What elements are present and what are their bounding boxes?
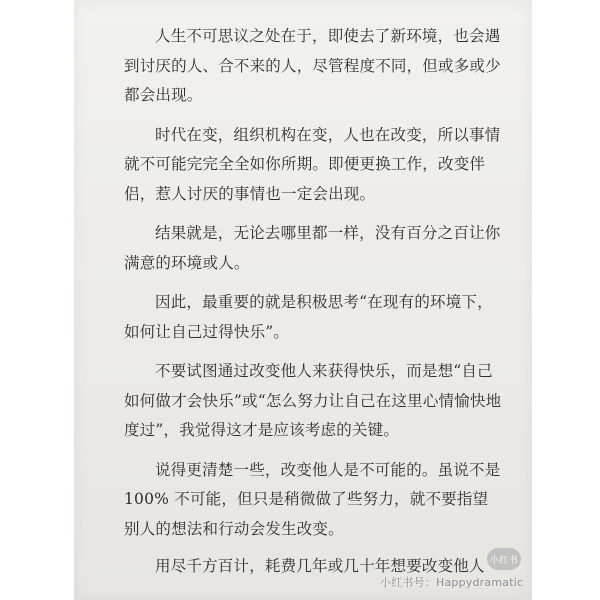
- page-body: [124, 22, 502, 592]
- paragraph-4: 因此，最重要的就是积极思考“在现有的环境下，如何让自己过得快乐”。: [124, 293, 493, 341]
- paragraph-7: 用尽千方百计，耗费几年或几十年想要改变他人: [155, 557, 485, 575]
- paragraph-3: 结果就是，无论去哪里都一样，没有百分之百让你满意的环境或人。: [124, 224, 501, 272]
- paragraph-6: 说得更清楚一些，改变他人是不可能的。虽说不是100% 不可能，但只是稍微做了些努力，就不要指望别人的想法和行动会发生改变。: [124, 460, 501, 538]
- watermark-badge: 小红书: [487, 548, 521, 570]
- paragraph-2: 时代在变，组织机构在变，人也在改变，所以事情就不可能完完全全如你所期。即便更换工作，改变伴侣，惹人讨厌的事情也一定会出现。: [124, 125, 501, 203]
- paragraph-5: 不要试图通过改变他人来获得快乐，而是想“自己如何做才会快乐”或“怎么努力让自己在这里心情愉快地度过”，我觉得这才是应该考虑的关键。: [124, 362, 502, 439]
- paragraph-1: 人生不可思议之处在于，即使去了新环境，也会遇到讨厌的人、合不来的人，尽管程度不同，但或多或少都会出现。: [124, 27, 501, 104]
- book-page: [74, 0, 532, 600]
- watermark-text: 小红书号：Happydramatic: [380, 576, 524, 589]
